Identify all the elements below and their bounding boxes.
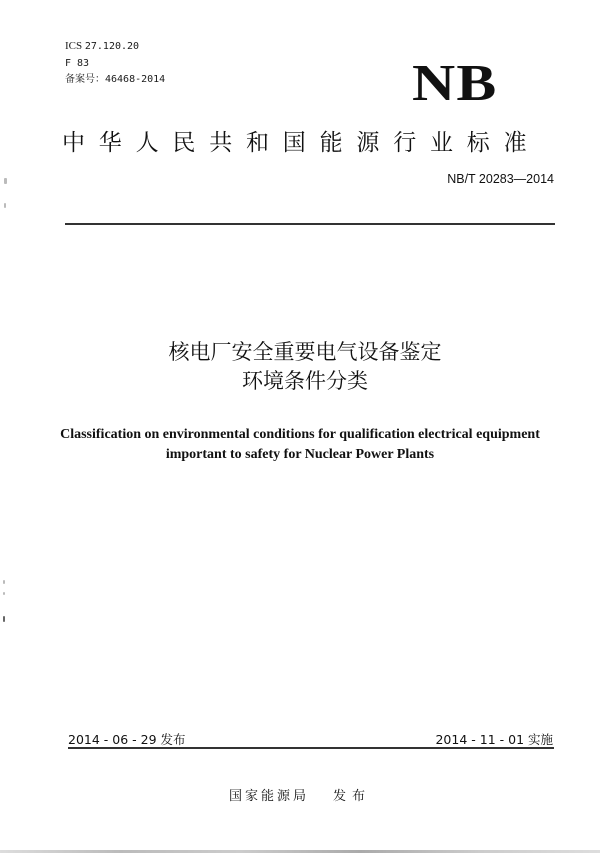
record-label: 备案号： (65, 74, 105, 85)
scan-artifact (3, 592, 5, 595)
chinese-title-line-2: 环境条件分类 (242, 369, 368, 393)
scan-artifact (3, 580, 5, 584)
ics-label: ICS (65, 40, 83, 52)
ics-code (65, 40, 139, 53)
publisher-organization: 国家能源局 (228, 789, 309, 804)
date-divider (68, 747, 554, 749)
scan-artifact (4, 178, 7, 184)
record-number (65, 73, 165, 86)
issue-date: 2014 - 06 - 29 发布 (68, 732, 186, 747)
publisher (0, 785, 600, 804)
chinese-title-line-1: 核电厂安全重要电气设备鉴定 (168, 340, 442, 364)
chinese-title (0, 338, 600, 396)
publisher-action: 发布 (333, 789, 372, 804)
scan-artifact (3, 616, 5, 622)
ics-number: 27.120.20 (84, 41, 140, 52)
standard-code: NB/T 20283—2014 (447, 172, 554, 186)
scan-artifact (4, 203, 6, 208)
english-title-line-1: Classification on environmental conditions for qualification electrical equipment (60, 427, 540, 442)
implementation-date: 2014 - 11 - 01 实施 (435, 732, 553, 747)
english-title-line-2: important to safety for Nuclear Power Plants (165, 447, 435, 462)
english-title (0, 425, 600, 465)
standard-type-title: 中华人民共和国能源行业标准 (62, 130, 541, 156)
record-value: 46468-2014 (105, 74, 166, 85)
nb-logo: NB (412, 55, 498, 112)
header-divider (65, 223, 555, 225)
category-code: F 83 (65, 58, 90, 69)
